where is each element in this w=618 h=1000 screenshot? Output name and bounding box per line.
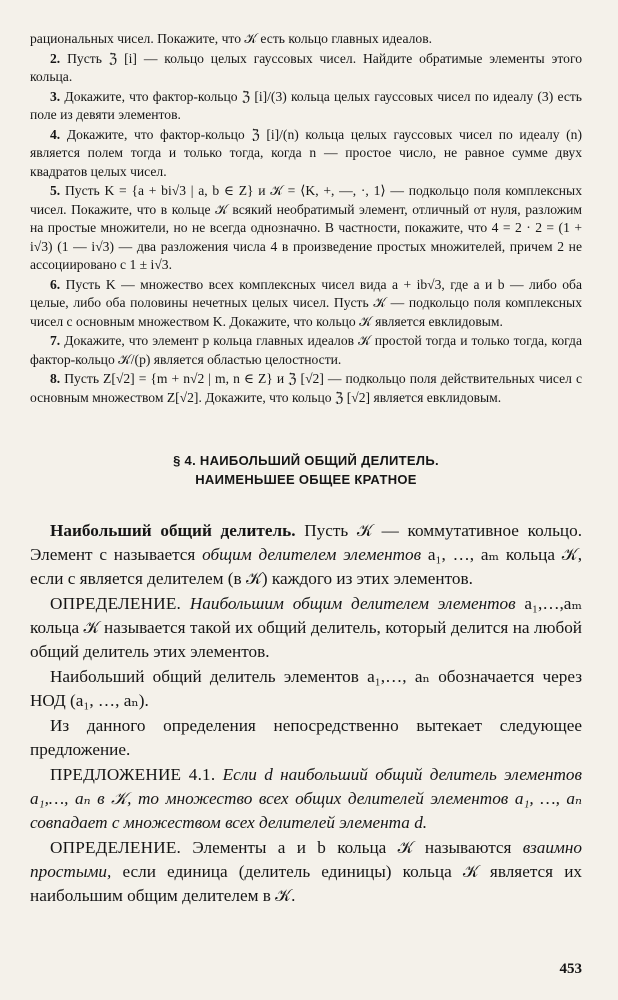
section-title-line-2: НАИМЕНЬШЕЕ ОБЩЕЕ КРАТНОЕ xyxy=(195,472,417,487)
exercise-1-tail: рациональных чисел. Покажите, что 𝒦 есть кольцо главных идеалов. xyxy=(30,31,433,46)
paragraph-consequence: Из данного определения непосредственно вытекает следующее предложение. xyxy=(30,716,582,759)
proposition-4-1: ПРЕДЛОЖЕНИЕ 4.1. Если d наибольший общий делитель элементов a₁,…, aₙ в 𝒦, то множество всех общих делителей элементов a₁, …, aₙ совпадает с множеством всех делителей элемента d. xyxy=(30,765,582,832)
exercise-2: 2. Пусть ℨ [i] — кольцо целых гауссовых чисел. Найдите обратимые элементы этого кольца. xyxy=(30,50,582,84)
exercise-8: 8. Пусть Z[√2] = {m + n√2 | m, n ∈ Z} и ℨ [√2] — подкольцо поля действительных чисел с основным множеством Z[√2]. Докажите, что кольцо ℨ [√2] является евклидовым. xyxy=(30,371,582,405)
exercise-3: 3. Докажите, что фактор-кольцо ℨ [i]/(3) кольца целых гауссовых чисел по идеалу (3) есть поле из девяти элементов. xyxy=(30,88,582,122)
exercise-6: 6. Пусть K — множество всех комплексных чисел вида a + ib√3, где a и b — либо оба целые, либо оба половины нечетных целых чисел. Пусть 𝒦 — подкольцо поля комплексных чисел с основным множеством K. Докажите, что кольцо 𝒦 является евклидовым. xyxy=(30,276,582,329)
section-title-line-1: § 4. НАИБОЛЬШИЙ ОБЩИЙ ДЕЛИТЕЛЬ. xyxy=(173,453,439,468)
exercise-4: 4. Докажите, что фактор-кольцо ℨ [i]/(n) кольца целых гауссовых чисел по идеалу (n) является полем тогда и только тогда, когда n — простое число, не равное сумме двух квадратов целых чисел. xyxy=(30,126,582,179)
exercise-5: 5. Пусть K = {a + bi√3 | a, b ∈ Z} и 𝒦 = ⟨K, +, —, ·, 1⟩ — подкольцо поля комплексных чисел. Покажите, что в кольце 𝒦 всякий необратимый элемент, отличный от нуля, разложим на простые множители, но не всегда однозначно. В частности, покажите, что 4 = 2 · 2 = (1 + i√3) (1 — i√3) — два разложения числа 4 в произведение простых множителей, причем 2 не ассоциировано с 1 ± i√3. xyxy=(30,183,582,272)
exercise-7: 7. Докажите, что элемент p кольца главных идеалов 𝒦 простой тогда и только тогда, когда фактор-кольцо 𝒦/(p) является областью целостности. xyxy=(30,333,582,367)
paragraph-gcd-notation: Наибольший общий делитель элементов a₁,…, aₙ обозначается через НОД (a₁, …, aₙ). xyxy=(30,667,582,710)
page-content xyxy=(30,30,582,909)
page-number: 453 xyxy=(559,961,582,977)
definition-gcd: ОПРЕДЕЛЕНИЕ. Наибольшим общим делителем элементов a₁,…,aₘ кольца 𝒦 называется такой их общий делитель, который делится на любой общий делитель этих элементов. xyxy=(30,594,582,661)
section-heading xyxy=(30,451,582,489)
definition-coprime: ОПРЕДЕЛЕНИЕ. Элементы a и b кольца 𝒦 называются взаимно простыми, если единица (делитель единицы) кольца 𝒦 является их наибольшим общим делителем в 𝒦. xyxy=(30,838,582,905)
paragraph-gcd-intro: Наибольший общий делитель. Пусть 𝒦 — коммутативное кольцо. Элемент c называется общим делителем элементов a₁, …, aₘ кольца 𝒦, если c является делителем (в 𝒦) каждого из этих элементов. xyxy=(30,521,583,588)
